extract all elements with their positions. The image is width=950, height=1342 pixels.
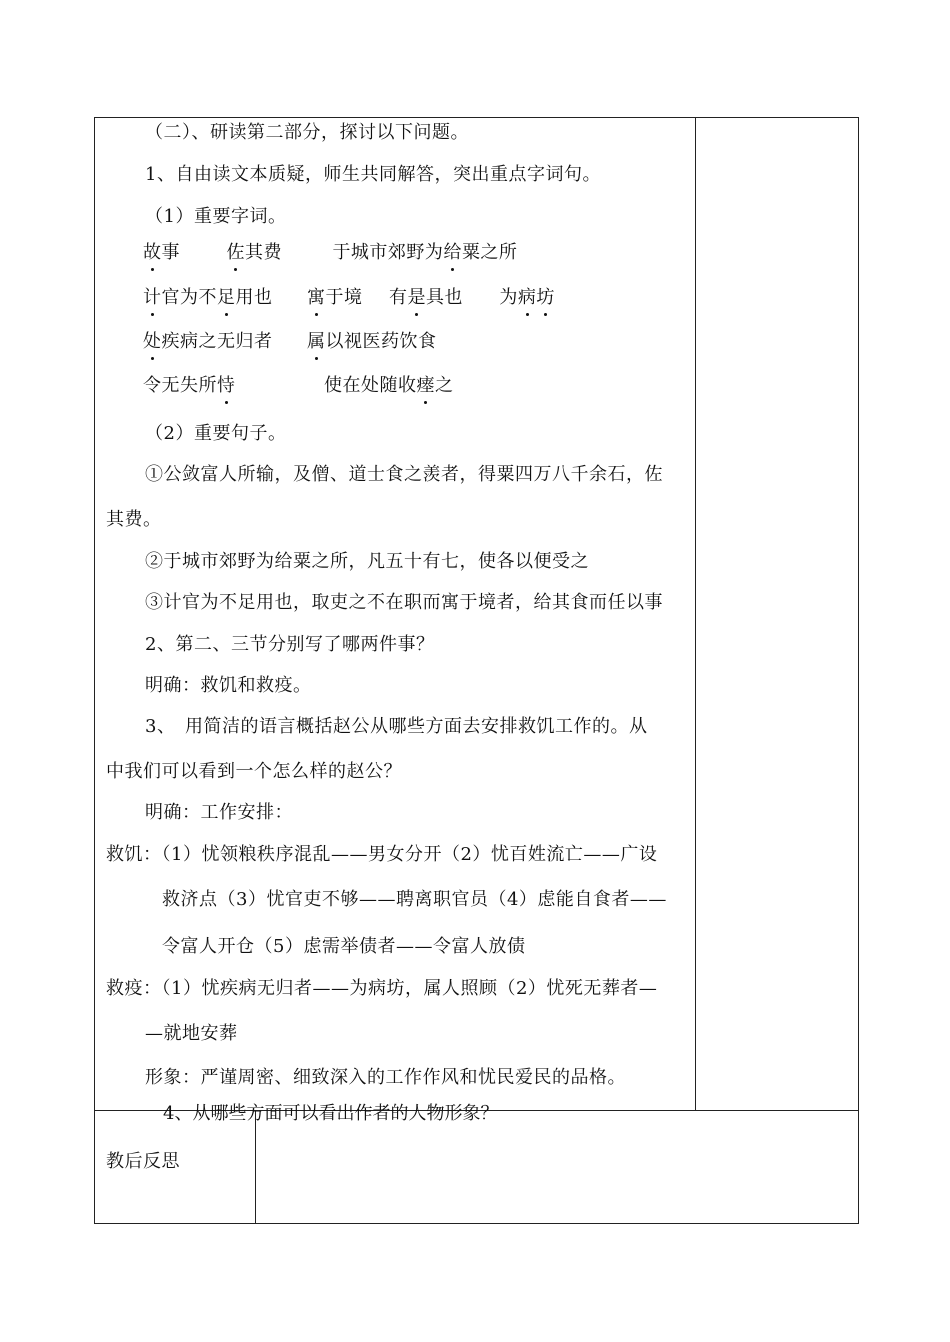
sentence-2: ②于城市郊野为给粟之所，凡五十有七，使各以便受之	[145, 551, 589, 572]
task-1: 1、自由读文本质疑，师生共同解答，突出重点字词句。	[145, 164, 601, 185]
sentence-1b: 其费。	[106, 509, 162, 530]
key-word: 属以视医药饮食	[306, 331, 437, 352]
key-word: 为病坊	[499, 287, 555, 308]
sentence-3: ③计官为不足用也，取吏之不在职而寓于境者，给其食而任以事	[145, 592, 663, 613]
key-word: 令无失所恃	[143, 375, 236, 396]
key-word: 处疾病之无归者	[143, 331, 273, 352]
clipped-line	[95, 1100, 695, 1124]
epidemic-relief-1: 救疫：（1）忧疾病无归者——为病坊，属人照顾（2）忧死无葬者—	[106, 978, 658, 999]
key-words-row-4	[143, 374, 453, 398]
side-cell	[695, 117, 859, 1111]
question-3a: 3、 用简洁的语言概括赵公从哪些方面去安排救饥工作的。从	[145, 716, 648, 737]
famine-relief-2: 救济点（3）忧官吏不够——聘离职官员（4）虑能自食者——	[162, 889, 667, 910]
famine-relief-3: 令富人开仓（5）虑需举债者——令富人放债	[162, 936, 526, 957]
key-words-row-3	[143, 330, 436, 354]
key-words-row-2	[143, 286, 555, 310]
sentence-1a: ①公敛富人所输，及僧、道士食之羡者，得粟四万八千余石，佐	[145, 464, 663, 485]
answer-2: 明确：救饥和救疫。	[145, 675, 312, 696]
question-3b: 中我们可以看到一个怎么样的赵公？	[106, 761, 402, 782]
famine-relief-1: 救饥：（1）忧领粮秩序混乱——男女分开（2）忧百姓流亡——广设	[106, 844, 658, 865]
key-word: 计官为不足用也	[143, 287, 273, 308]
key-word: 佐其费	[226, 242, 282, 263]
reflection-label: 教后反思	[106, 1151, 180, 1172]
key-word: 于城市郊野为给粟之所	[332, 242, 518, 263]
epidemic-relief-2: —就地安葬	[145, 1023, 238, 1044]
clipped-line-text: 4、从哪些方面可以看出作者的人物形象？	[163, 1103, 499, 1124]
question-2: 2、第二、三节分别写了哪两件事？	[145, 634, 435, 655]
key-word: 寓于境	[306, 287, 363, 308]
answer-3: 明确：工作安排：	[145, 802, 293, 823]
key-word: 使在处随收瘗之	[323, 375, 454, 396]
subheading-words: （1）重要字词。	[145, 206, 287, 227]
character-summary: 形象：严谨周密、细致深入的工作作风和忧民爱民的品格。	[145, 1067, 626, 1088]
reflection-content-cell	[255, 1110, 859, 1224]
subheading-sentences: （2）重要句子。	[145, 423, 287, 444]
key-word: 故事	[143, 242, 180, 263]
section-heading: （二）、研读第二部分，探讨以下问题。	[145, 122, 469, 143]
key-word: 有是具也	[388, 287, 463, 308]
key-words-row-1	[143, 241, 517, 265]
